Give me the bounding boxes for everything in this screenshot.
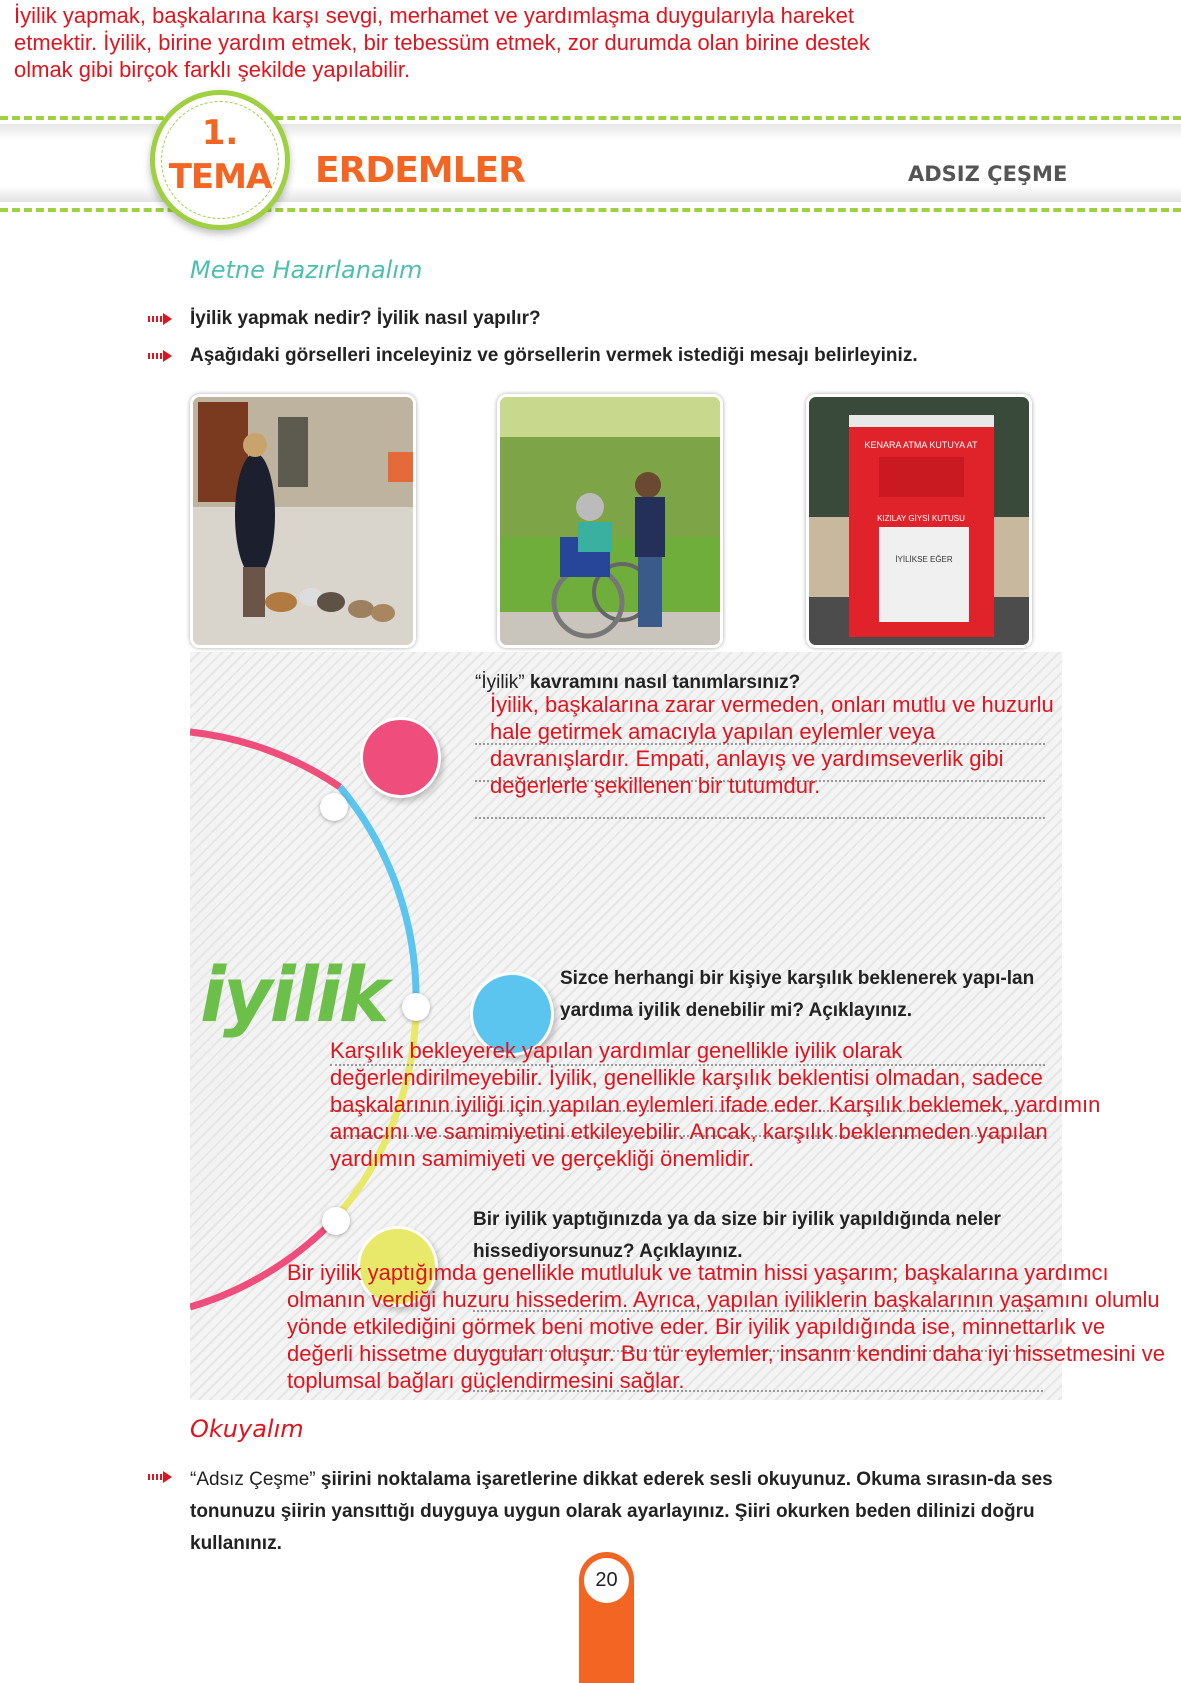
theme-badge	[150, 90, 290, 230]
question-3: Bir iyilik yaptığınızda ya da size bir iyilik yapıldığında neler hissediyorsunuz? Açıklayınız.	[473, 1209, 1001, 1262]
timeline-node-2	[402, 993, 430, 1021]
theme-title: ERDEMLER	[315, 150, 525, 191]
prep-question-1: İyilik yapmak nedir? İyilik nasıl yapılır?	[190, 308, 541, 329]
answer-line	[475, 817, 1045, 819]
reading-instruction-text: şiirini noktalama işaretlerine dikkat ederek sesli okuyunuz. Okuma sırasın-da ses tonunuzu şiirin yansıttığı duyguya uygun olarak ayarlayınız. Şiiri okurken beden dilinizi doğru kullanınız.	[190, 1469, 1053, 1554]
lesson-title: ADSIZ ÇEŞME	[908, 162, 1068, 186]
pink-bubble-icon	[360, 717, 441, 798]
reading-instruction	[190, 1464, 1070, 1560]
answer-2: Karşılık bekleyerek yapılan yardımlar genellikle iyilik olarak değerlendirilmeyebilir. İyilik, genellikle karşılık beklentisi olmadan, sadece başkalarının iyiliği için yapılan eylemleri ifade eder. Karşılık beklemek, yardımın amacını ve samimiyetini etkileyebilir. Ancak, karşılık beklenmeden yapılan yardımın samimiyeti ve gerçekliği önemlidir.	[330, 1038, 1101, 1171]
reading-section-title: Okuyalım	[190, 1415, 304, 1443]
theme-number: 1.	[201, 113, 239, 153]
timeline-node-3	[322, 1207, 350, 1235]
question-2: Sizce herhangi bir kişiye karşılık beklenerek yapı-lan yardıma iyilik denebilir mi? Açıklayınız.	[560, 968, 1035, 1021]
boy-pushing-wheelchair-photo	[497, 394, 723, 648]
bullet-arrow-icon	[148, 350, 172, 362]
woman-feeding-cats-photo	[190, 394, 416, 648]
svg-text:İYİLİKSE EĞER: İYİLİKSE EĞER	[895, 555, 953, 564]
prep-section-title: Metne Hazırlanalım	[190, 256, 423, 284]
intro-answer-text: İyilik yapmak, başkalarına karşı sevgi, merhamet ve yardımlaşma duygularıyla hareket etmektir. İyilik, birine yardım etmek, bir tebessüm etmek, zor durumda olan birine destek olmak gibi birçok farklı şekilde yapılabilir.	[14, 3, 870, 82]
question-1-prefix: “İyilik”	[475, 672, 525, 693]
bullet-arrow-icon	[148, 1471, 172, 1483]
timeline-node-1	[320, 793, 348, 821]
answer-1: İyilik, başkalarına zarar vermeden, onları mutlu ve huzurlu hale getirmek amacıyla yapılan eylemler veya davranışlardır. Empati, anlayış ve yardımseverlik gibi değerlerle şekillenen bir tutumdur.	[490, 692, 1054, 798]
kizilay-clothing-box-photo	[806, 394, 1032, 648]
page-number: 20	[584, 1558, 629, 1603]
theme-word: TEMA	[168, 157, 272, 197]
answer-3: Bir iyilik yaptığımda genellikle mutluluk ve tatmin hissi yaşarım; başkalarına yardımcı olmanın verdiği huzuru hissederim. Ayrıca, yapılan iyiliklerin başkalarının yaşamını olumlu yönde etkilediğini görmek beni motive eder. Bir iyilik yapıldığında ise, minnettarlık ve değerli hissetme duyguları oluşur. Bu tür eylemler, insanın kendini daha iyi hissetmesini ve toplumsal bağları güçlendirmesini sağlar.	[287, 1260, 1166, 1393]
iyilik-word-art: iyilik	[200, 950, 387, 1039]
prep-question-2: Aşağıdaki görselleri inceleyiniz ve görsellerin vermek istediği mesajı belirleyiniz.	[190, 345, 918, 366]
bullet-arrow-icon	[148, 313, 172, 325]
svg-text:KIZILAY GİYSİ KUTUSU: KIZILAY GİYSİ KUTUSU	[877, 514, 965, 523]
question-1-text: kavramını nasıl tanımlarsınız?	[524, 672, 801, 693]
poem-title-quote: “Adsız Çeşme”	[190, 1469, 316, 1490]
svg-text:KENARA ATMA KUTUYA AT: KENARA ATMA KUTUYA AT	[864, 440, 978, 450]
